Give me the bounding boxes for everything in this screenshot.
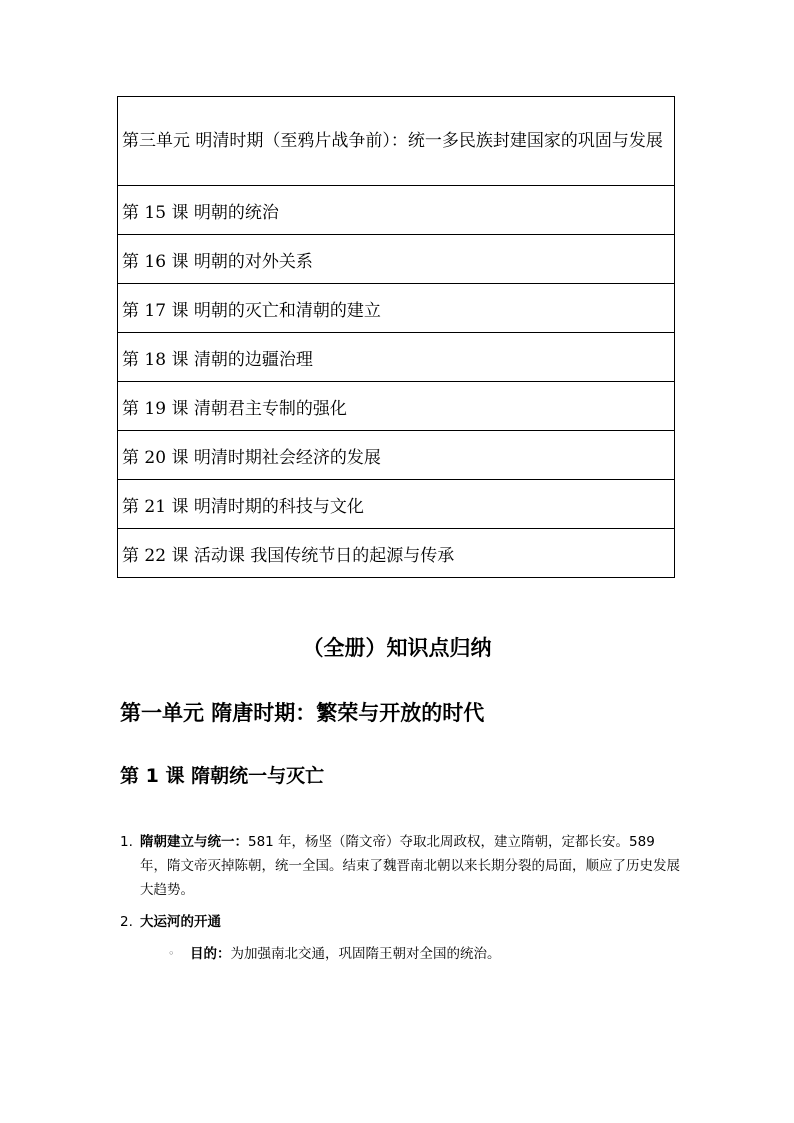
unit-heading: 第一单元 隋唐时期：繁荣与开放的时代 <box>120 701 485 725</box>
toc-lesson-21: 第 21 课 明清时期的科技与文化 <box>118 480 675 529</box>
toc-table <box>117 96 675 578</box>
toc-lesson-18: 第 18 课 清朝的边疆治理 <box>118 333 675 382</box>
summary-title: （全册）知识点归纳 <box>302 636 492 660</box>
sub-list-item <box>140 942 680 966</box>
toc-lesson-15: 第 15 课 明朝的统治 <box>118 186 675 235</box>
list-item <box>120 830 680 902</box>
toc-lesson-22: 第 22 课 活动课 我国传统节日的起源与传承 <box>118 529 675 578</box>
item-label: 大运河的开通 <box>140 914 221 930</box>
sub-item-label: 目的： <box>190 946 231 962</box>
toc-lesson-16: 第 16 课 明朝的对外关系 <box>118 235 675 284</box>
item-text: 581 年，杨坚（隋文帝）夺取北周政权，建立隋朝，定都长安。589 年，隋文帝灭掉陈朝，统一全国。结束了魏晋南北朝以来长期分裂的局面，顺应了历史发展大趋势。 <box>140 834 680 898</box>
knowledge-list <box>120 830 680 974</box>
bullet-icon: ◦ <box>168 947 175 960</box>
item-number: 1. <box>120 834 133 850</box>
item-number: 2. <box>120 914 133 930</box>
sub-item-text: 为加强南北交通，巩固隋王朝对全国的统治。 <box>230 946 501 962</box>
item-label: 隋朝建立与统一： <box>140 834 248 850</box>
toc-lesson-17: 第 17 课 明朝的灭亡和清朝的建立 <box>118 284 675 333</box>
toc-unit-title: 第三单元 明清时期（至鸦片战争前）：统一多民族封建国家的巩固与发展 <box>118 97 675 186</box>
toc-lesson-20: 第 20 课 明清时期社会经济的发展 <box>118 431 675 480</box>
lesson-heading: 第 1 课 隋朝统一与灭亡 <box>120 765 325 787</box>
toc-lesson-19: 第 19 课 清朝君主专制的强化 <box>118 382 675 431</box>
list-item <box>120 910 680 966</box>
